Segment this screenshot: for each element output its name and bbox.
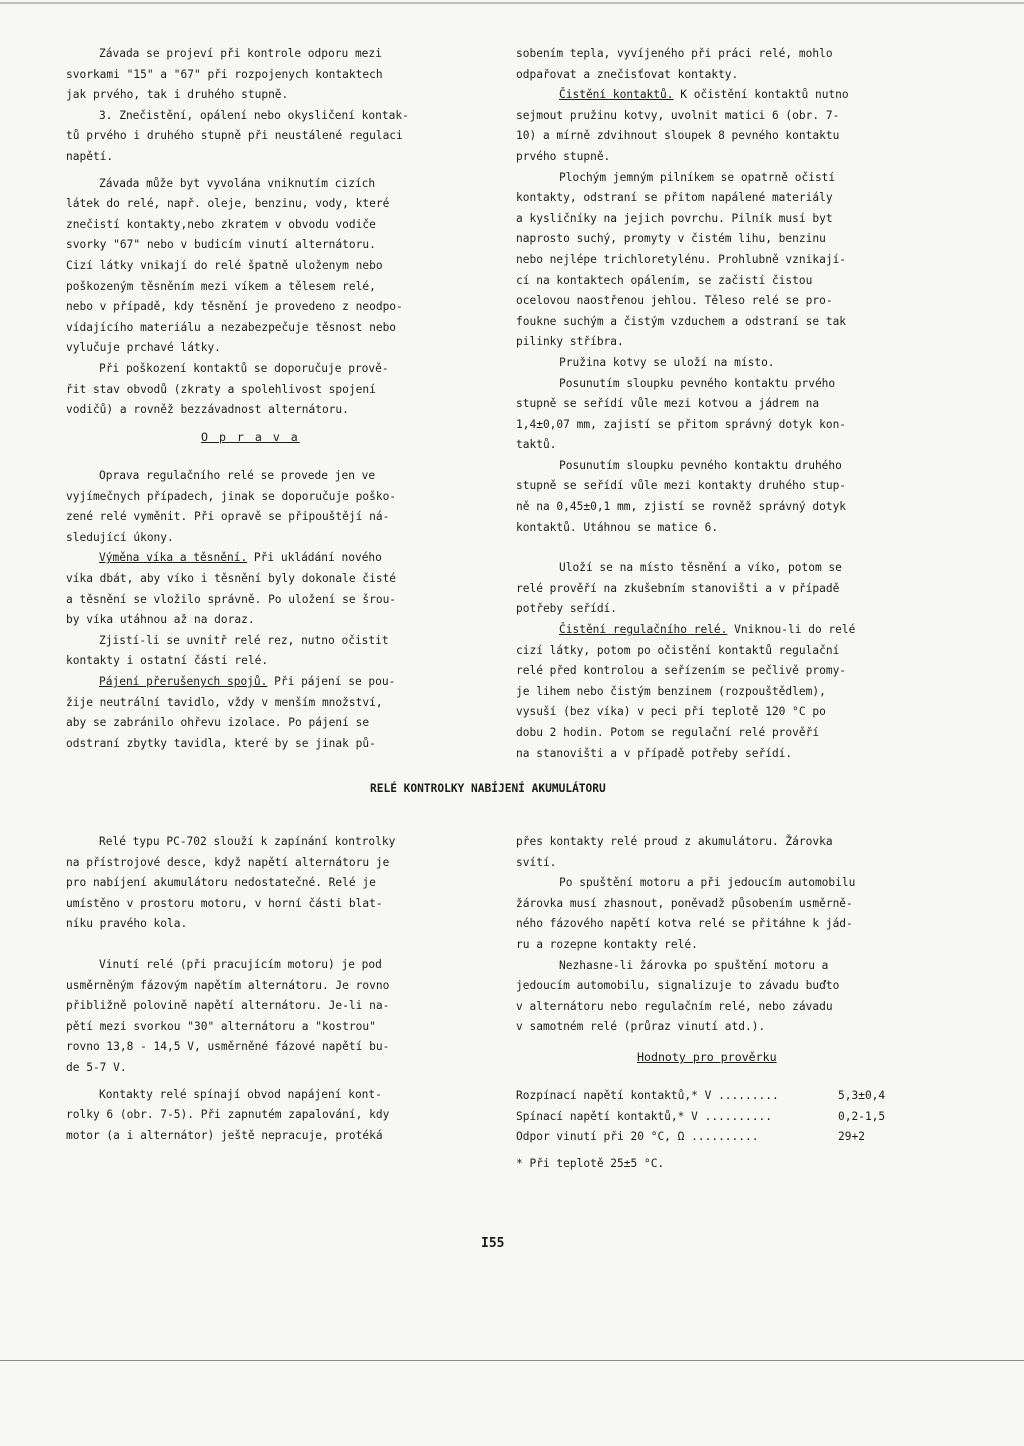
text-line: zené relé vyměnit. Při opravě se připouštějí ná- (66, 510, 390, 524)
spec-value: 0,2-1,5 (838, 1109, 886, 1123)
text-line: jedoucím automobilu, signalizuje to závadu buďto (516, 979, 840, 993)
text-line: napětí. (66, 149, 114, 163)
reg-paragraph: Čistění regulačního relé. Vniknou-li do relé (559, 623, 856, 637)
text-line: žárovka musí zhasnout, poněvadž působením usměrně- (516, 896, 853, 910)
text-line: cizí látky, potom po očistění kontaktů regulační (516, 643, 840, 657)
text-line: ru a rozepne kontakty relé. (516, 937, 698, 951)
text-line: relé před kontrolou a seřízením se pečlivě promy- (516, 664, 847, 678)
text-line: by víka utáhnou až na doraz. (66, 613, 255, 627)
text-line: svítí. (516, 855, 557, 869)
text-line: Závada může byt vyvolána vniknutím cizích (99, 176, 376, 190)
text-line: rolky 6 (obr. 7-5). Při zapnutém zapalování, kdy (66, 1108, 390, 1122)
text-line: de 5-7 V. (66, 1060, 127, 1074)
text-line: 3. Znečistění, opálení nebo okysličení kontak- (99, 108, 409, 122)
text-line: odpařovat a znečisťovat kontakty. (516, 67, 739, 81)
reg-subtitle: Čistění regulačního relé. (559, 623, 728, 637)
text-line: vysuší (bez víka) v peci při teplotě 120 °C po (516, 705, 826, 719)
text-line: v samotném relé (průraz vinutí atd.). (516, 1020, 766, 1034)
text-line: rovno 13,8 - 14,5 V, usměrněné fázové napětí bu- (66, 1040, 390, 1054)
text-line: motor (a i alternátor) ještě nepracuje, protéká (66, 1128, 383, 1142)
right-bottom-column (516, 832, 956, 1038)
text-line: relé prověří na zkušebním stanovišti a v případě (516, 581, 840, 595)
text-line: a těsnění se vložilo správně. Po uložení se šrou- (66, 592, 397, 606)
text-line: 1,4±0,07 mm, zajistí se přitom správný dotyk kon- (516, 417, 847, 431)
vika-subtitle: Výměna víka a těsnění. (99, 551, 248, 565)
text-line: Oprava regulačního relé se provede jen ve (99, 469, 376, 482)
text-line: pětí mezi svorkou "30" alternátoru a "kostrou" (66, 1019, 376, 1033)
text-line: foukne suchým a čistým vzduchem a odstraní se tak (516, 314, 847, 328)
text-line: na přístrojové desce, když napětí alternátoru je (66, 855, 390, 869)
spec-label: Odpor vinutí při 20 °C, Ω .......... (516, 1130, 759, 1144)
left-top-repair-column (66, 466, 486, 754)
text-line: víka dbát, aby víko i těsnění byly dokonale čisté (66, 571, 397, 585)
text-line: svorkami "15" a "67" při rozpojenych kontaktech (66, 67, 383, 81)
text-line: cí na kontaktech opálením, se začistí čistou (516, 273, 813, 287)
text-line: vídajícího materiálu a nezabezpečuje těsnost nebo (66, 320, 397, 334)
text-line: kontaktů. Utáhnou se matice 6. (516, 520, 719, 534)
text-line: sobením tepla, vyvíjeného při práci relé, mohlo (516, 47, 833, 60)
text-line: taktů. (516, 438, 557, 452)
spec-label: Spínací napětí kontaktů,* V .......... (516, 1109, 772, 1123)
values-heading: Hodnoty pro prověrku (637, 1050, 777, 1064)
spec-value: 29+2 (838, 1130, 865, 1144)
text-line: Při poškození kontaktů se doporučuje prově- (99, 361, 389, 375)
text-line: ného fázového napětí kotva relé se přitáhne k jád- (516, 917, 853, 931)
spec-row (516, 1127, 956, 1148)
text-line: Po spuštění motoru a při jedoucím automobilu (559, 876, 856, 890)
text-line: prvého stupně. (516, 149, 611, 163)
text-line: svorky "67" nebo v budicím vinutí alternátoru. (66, 238, 376, 252)
text-line: přibližně polovině napětí alternátoru. Je-li na- (66, 999, 390, 1013)
text-line: Vinutí relé (při pracujícím motoru) je pod (99, 957, 382, 971)
vika-paragraph: Výměna víka a těsnění. Při ukládání nového (99, 551, 382, 565)
cisteni-subtitle: Čistění kontaktů. (559, 88, 674, 102)
text-line: pilinky stříbra. (516, 335, 624, 349)
text-line: 10) a mírně zdvihnout sloupek 8 pevného kontaktu (516, 129, 840, 143)
scan-edge-top (0, 2, 1024, 4)
text-line: vyjímečnych případech, jinak se doporučuje poško- (66, 489, 397, 503)
text-line: v alternátoru nebo regulačním relé, nebo závadu (516, 999, 833, 1013)
page-number: I55 (481, 1236, 505, 1251)
text-line: znečistí kontakty,nebo zkratem v obvodu vodiče (66, 217, 376, 231)
left-top-column (66, 44, 486, 421)
text-line: Pružina kotvy se uloží na místo. (559, 355, 775, 369)
text-line: Plochým jemným pilníkem se opatrně očistí (559, 170, 836, 184)
left-bottom-column (66, 832, 486, 1146)
text-line: usměrněným fázovým napětím alternátoru. Je rovno (66, 978, 390, 992)
text-line: kontakty i ostatní části relé. (66, 654, 269, 668)
text-line: Relé typu PC-702 slouží k zapínání kontrolky (99, 835, 396, 848)
cisteni-paragraph: Čistění kontaktů. K očistění kontaktů nutno (559, 88, 849, 102)
text-line: aby se zabránilo ohřevu izolace. Po pájení se (66, 716, 370, 730)
text-line: naprosto suchý, promyty v čistém lihu, benzinu (516, 232, 826, 246)
spec-value: 5,3±0,4 (838, 1089, 886, 1102)
text-line: poškozeným těsněním mezi víkem a tělesem relé, (66, 279, 376, 293)
text-line: stupně se seřídí vůle mezi kontakty druhého stup- (516, 479, 847, 493)
text-line: vodičů) a rovněž bezzávadnost alternátoru. (66, 403, 349, 417)
scan-edge-bottom (0, 1360, 1024, 1361)
text-line: nebo nejlépe trichloretylénu. Prohlubně vznikají- (516, 252, 847, 266)
text-line: přes kontakty relé proud z akumulátoru. Žárovka (516, 835, 833, 848)
footnote: * Při teplotě 25±5 °C. (516, 1157, 665, 1170)
spec-label: Rozpínací napětí kontaktů,* V ......... (516, 1089, 779, 1102)
pajeni-subtitle: Pájení přerušenych spojů. (99, 674, 268, 688)
text-line: a kysličníky na jejich povrchu. Pilník musí byt (516, 211, 833, 225)
oprava-heading: O p r a v a (201, 430, 300, 444)
text-line: tů prvého i druhého stupně při neustálené regulaci (66, 129, 403, 143)
text-line: Cizí látky vnikají do relé špatně uloženym nebo (66, 258, 383, 272)
text-line: jak prvého, tak i druhého stupně. (66, 88, 289, 102)
text-line: na stanovišti a v případě potřeby seřídí. (516, 746, 793, 760)
text-line: ocelovou naostřenou jehlou. Těleso relé se pro- (516, 294, 833, 308)
text-line: Posunutím sloupku pevného kontaktu druhého (559, 458, 842, 472)
text-line: níku pravého kola. (66, 917, 188, 931)
spec-table (516, 1086, 956, 1148)
spec-row (516, 1086, 956, 1107)
text-line: umístěno v prostoru motoru, v horní části blat- (66, 896, 383, 910)
text-line: pro nabíjení akumulátoru nedostatečné. Relé je (66, 876, 376, 890)
text-line: potřeby seřídí. (516, 602, 618, 616)
text-line: Uloží se na místo těsnění a víko, potom se (559, 561, 842, 575)
text-line: Posunutím sloupku pevného kontaktu prvého (559, 376, 836, 390)
text-line: odstraní zbytky tavidla, které by se jinak pů- (66, 736, 376, 750)
text-line: ně na 0,45±0,1 mm, zjistí se rovněž správný dotyk (516, 500, 847, 514)
text-line: Nezhasne-li žárovka po spuštění motoru a (559, 958, 829, 972)
text-line: řit stav obvodů (zkraty a spolehlivost spojení (66, 382, 376, 396)
text-line: nebo v případě, kdy těsnění je provedeno z neodpo- (66, 300, 403, 314)
text-line: dobu 2 hodin. Potom se regulační relé prověří (516, 726, 820, 739)
text-line: žije neutrální tavidlo, vždy v menším množství, (66, 695, 383, 709)
text-line: Zjistí-li se uvnitř relé rez, nutno očistit (99, 633, 389, 647)
right-top-column (516, 44, 956, 764)
section-title: RELÉ KONTROLKY NABÍJENÍ AKUMULÁTORU (370, 782, 606, 795)
text-line: Závada se projeví při kontrole odporu mezi (99, 47, 382, 60)
text-line: Kontakty relé spínají obvod napájení kont- (99, 1087, 382, 1101)
text-line: vylučuje prchavé látky. (66, 341, 221, 355)
pajeni-paragraph: Pájení přerušenych spojů. Při pájení se pou- (99, 674, 396, 688)
text-line: je lihem nebo čistým benzinem (rozpouštědlem), (516, 684, 826, 698)
text-line: sledující úkony. (66, 530, 174, 544)
text-line: látek do relé, např. oleje, benzinu, vody, které (66, 197, 390, 211)
spec-row (516, 1107, 956, 1128)
text-line: kontakty, odstraní se přitom napálené materiály (516, 191, 833, 205)
text-line: sejmout pružinu kotvy, uvolnit matici 6 (obr. 7- (516, 108, 840, 122)
text-line: stupně se seřídí vůle mezi kotvou a jádrem na (516, 397, 820, 411)
